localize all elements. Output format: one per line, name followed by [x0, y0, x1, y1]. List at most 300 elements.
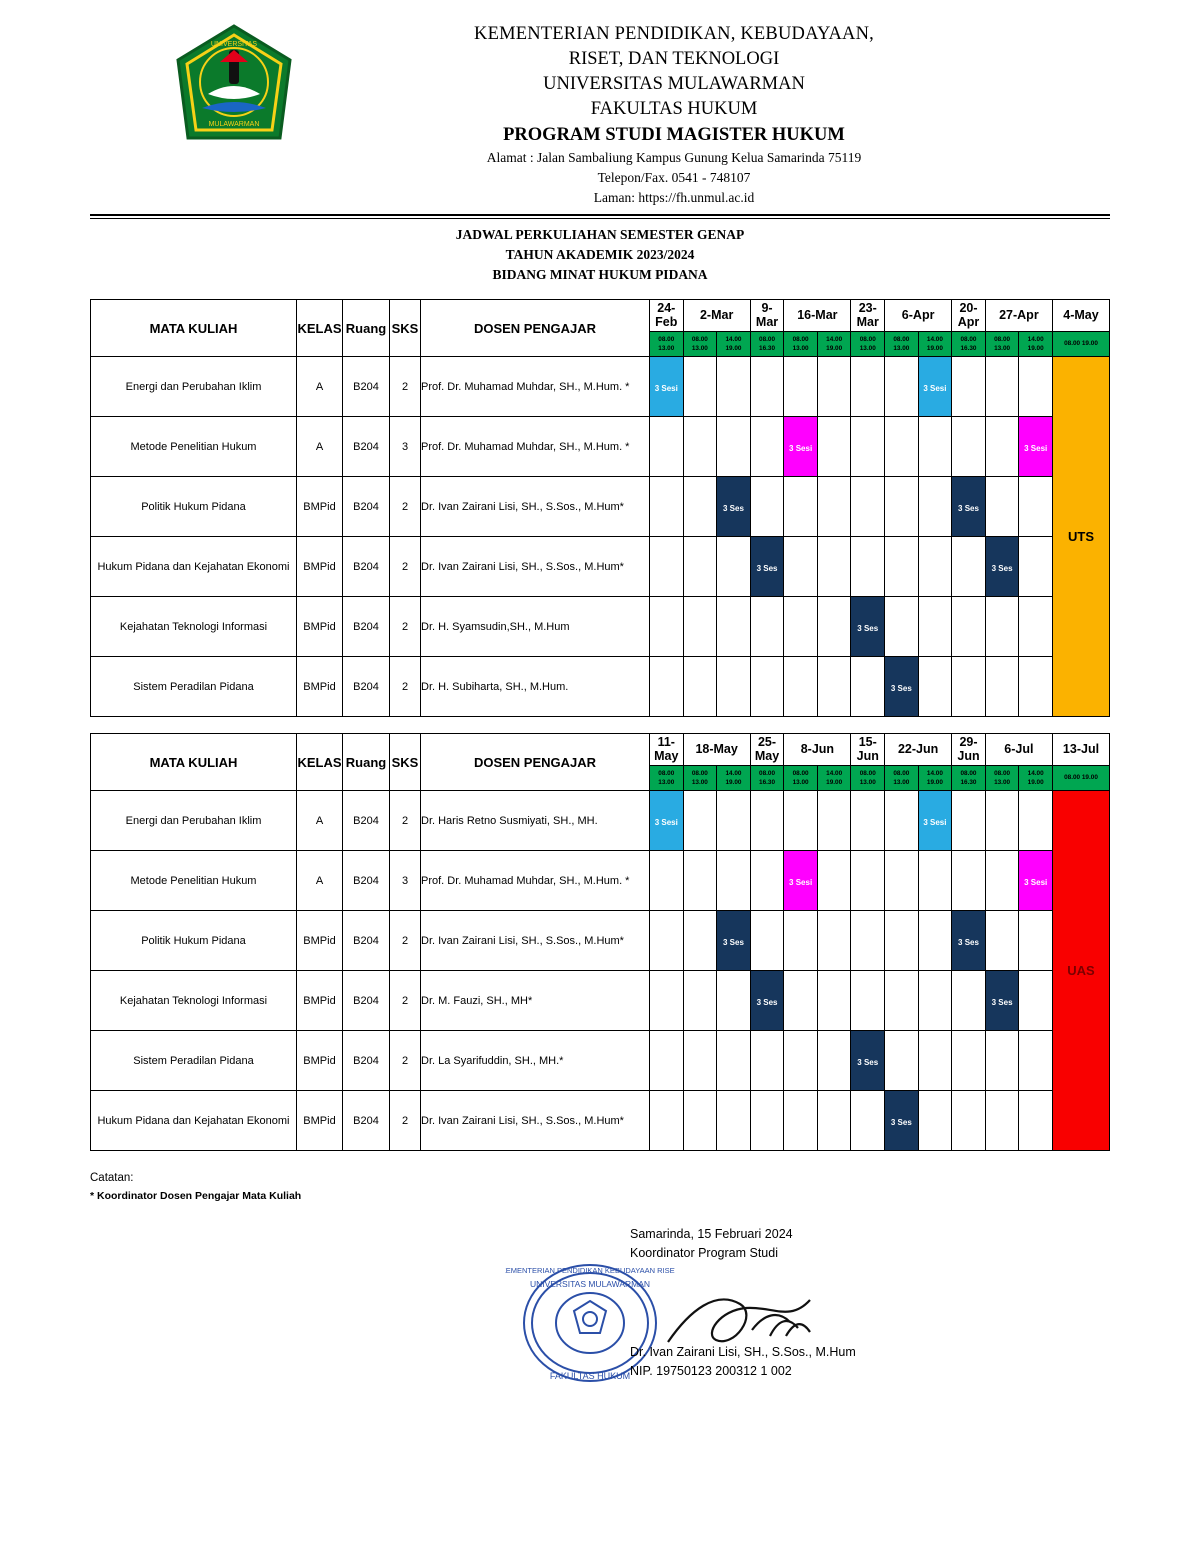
cell-ruang: B204 [343, 1031, 390, 1091]
col-header-ruang: Ruang [343, 300, 390, 357]
date-header: 23-Mar [851, 300, 885, 332]
time-header: 08.00 13.00 [784, 765, 818, 790]
empty-slot [1019, 537, 1053, 597]
cell-kelas: BMPid [297, 1031, 343, 1091]
cell-kelas: BMPid [297, 911, 343, 971]
session-block: 3 Sesi [784, 417, 818, 477]
empty-slot [918, 537, 952, 597]
empty-slot [717, 357, 751, 417]
empty-slot [851, 657, 885, 717]
cell-dosen: Dr. Ivan Zairani Lisi, SH., S.Sos., M.Hum* [421, 911, 650, 971]
session-block: 3 Sesi [918, 791, 952, 851]
empty-slot [985, 1091, 1019, 1151]
session-block: 3 Ses [885, 1091, 919, 1151]
cell-kelas: A [297, 791, 343, 851]
empty-slot [918, 911, 952, 971]
table-row [91, 791, 1110, 851]
cell-ruang: B204 [343, 597, 390, 657]
cell-mata-kuliah: Sistem Peradilan Pidana [91, 1031, 297, 1091]
cell-sks: 2 [390, 1031, 421, 1091]
cell-kelas: BMPid [297, 657, 343, 717]
cell-kelas: BMPid [297, 477, 343, 537]
table-header-row-dates [91, 734, 1110, 766]
cell-sks: 2 [390, 357, 421, 417]
time-header: 08.00 13.00 [784, 331, 818, 356]
ministry-line-1: KEMENTERIAN PENDIDIKAN, KEBUDAYAAN, [474, 24, 874, 44]
empty-slot [683, 911, 717, 971]
empty-slot [918, 1091, 952, 1151]
col-header-dosen: DOSEN PENGAJAR [421, 300, 650, 357]
empty-slot [918, 1031, 952, 1091]
empty-slot [985, 477, 1019, 537]
notes-block [90, 1169, 1200, 1205]
cell-dosen: Dr. H. Subiharta, SH., M.Hum. [421, 657, 650, 717]
empty-slot [817, 971, 851, 1031]
time-header: 08.00 13.00 [885, 331, 919, 356]
date-header-exam: 13-Jul [1053, 734, 1110, 766]
col-header-mata-kuliah: MATA KULIAH [91, 300, 297, 357]
empty-slot [650, 417, 684, 477]
empty-slot [750, 851, 784, 911]
time-header: 08.00 13.00 [985, 331, 1019, 356]
session-block: 3 Ses [851, 597, 885, 657]
session-block: 3 Ses [952, 477, 986, 537]
empty-slot [851, 911, 885, 971]
table-header-row-dates [91, 300, 1110, 332]
empty-slot [650, 851, 684, 911]
empty-slot [650, 597, 684, 657]
empty-slot [817, 477, 851, 537]
date-header: 16-Mar [784, 300, 851, 332]
empty-slot [784, 1031, 818, 1091]
col-header-sks: SKS [390, 300, 421, 357]
cell-mata-kuliah: Metode Penelitian Hukum [91, 417, 297, 477]
empty-slot [683, 357, 717, 417]
faculty-name: FAKULTAS HUKUM [590, 99, 758, 119]
col-header-sks: SKS [390, 734, 421, 791]
cell-sks: 2 [390, 477, 421, 537]
empty-slot [1019, 657, 1053, 717]
empty-slot [784, 911, 818, 971]
notes-label: Catatan: [90, 1172, 134, 1184]
document-subtitle [0, 225, 1200, 285]
cell-ruang: B204 [343, 851, 390, 911]
empty-slot [784, 477, 818, 537]
time-header: 08.00 13.00 [851, 331, 885, 356]
cell-sks: 2 [390, 1091, 421, 1151]
cell-mata-kuliah: Metode Penelitian Hukum [91, 851, 297, 911]
exam-period-block: UTS [1053, 357, 1110, 717]
date-header: 6-Apr [885, 300, 952, 332]
col-header-kelas: KELAS [297, 300, 343, 357]
empty-slot [650, 537, 684, 597]
svg-text:KEMENTERIAN PENDIDIKAN KEBUDAY: KEMENTERIAN PENDIDIKAN KEBUDAYAAN RISET [505, 1266, 675, 1275]
empty-slot [885, 417, 919, 477]
empty-slot [650, 1031, 684, 1091]
session-block: 3 Sesi [784, 851, 818, 911]
address-line: Alamat : Jalan Sambaliung Kampus Gunung Kelua Samarinda 75119 [486, 150, 862, 165]
empty-slot [851, 417, 885, 477]
empty-slot [885, 597, 919, 657]
signature-place-date: Samarinda, 15 Februari 2024 [630, 1227, 793, 1241]
subtitle-line-1: JADWAL PERKULIAHAN SEMESTER GENAP [455, 227, 745, 242]
cell-kelas: BMPid [297, 1091, 343, 1151]
table-row [91, 1031, 1110, 1091]
session-block: 3 Ses [985, 537, 1019, 597]
cell-mata-kuliah: Kejahatan Teknologi Informasi [91, 971, 297, 1031]
cell-dosen: Dr. Ivan Zairani Lisi, SH., S.Sos., M.Hum* [421, 537, 650, 597]
signature-block [0, 1215, 1200, 1435]
svg-text:UNIVERSITAS MULAWARMAN: UNIVERSITAS MULAWARMAN [529, 1279, 651, 1289]
date-header: 8-Jun [784, 734, 851, 766]
empty-slot [683, 477, 717, 537]
table-row [91, 417, 1110, 477]
empty-slot [985, 417, 1019, 477]
empty-slot [952, 537, 986, 597]
signer-name: Dr. Ivan Zairani Lisi, SH., S.Sos., M.Hum [630, 1345, 856, 1359]
cell-dosen: Prof. Dr. Muhamad Muhdar, SH., M.Hum. * [421, 357, 650, 417]
date-header: 20-Apr [952, 300, 986, 332]
university-logo-icon [168, 22, 300, 154]
empty-slot [717, 657, 751, 717]
cell-ruang: B204 [343, 971, 390, 1031]
date-header: 6-Jul [985, 734, 1052, 766]
empty-slot [851, 357, 885, 417]
cell-ruang: B204 [343, 1091, 390, 1151]
table-row [91, 971, 1110, 1031]
empty-slot [817, 537, 851, 597]
empty-slot [650, 971, 684, 1031]
cell-kelas: BMPid [297, 537, 343, 597]
date-header: 25-May [750, 734, 784, 766]
letterhead-text [318, 22, 1200, 208]
svg-text:MULAWARMAN: MULAWARMAN [208, 121, 260, 128]
empty-slot [717, 851, 751, 911]
empty-slot [784, 657, 818, 717]
date-header: 22-Jun [885, 734, 952, 766]
session-block: 3 Ses [717, 477, 751, 537]
empty-slot [817, 1091, 851, 1151]
empty-slot [885, 911, 919, 971]
schedule-table-second-half [90, 733, 1110, 1151]
cell-sks: 2 [390, 791, 421, 851]
time-header-exam: 08.00 19.00 [1053, 765, 1110, 790]
header-divider-thick [90, 214, 1110, 216]
empty-slot [683, 417, 717, 477]
cell-kelas: BMPid [297, 597, 343, 657]
cell-kelas: A [297, 357, 343, 417]
empty-slot [817, 791, 851, 851]
empty-slot [1019, 357, 1053, 417]
time-header: 08.00 13.00 [885, 765, 919, 790]
cell-mata-kuliah: Politik Hukum Pidana [91, 477, 297, 537]
empty-slot [683, 537, 717, 597]
empty-slot [750, 597, 784, 657]
empty-slot [683, 657, 717, 717]
cell-mata-kuliah: Hukum Pidana dan Kejahatan Ekonomi [91, 537, 297, 597]
empty-slot [952, 851, 986, 911]
date-header: 29-Jun [952, 734, 986, 766]
university-name: UNIVERSITAS MULAWARMAN [543, 74, 805, 94]
empty-slot [683, 791, 717, 851]
session-block: 3 Sesi [650, 357, 684, 417]
cell-ruang: B204 [343, 911, 390, 971]
time-header: 14.00 19.00 [817, 765, 851, 790]
empty-slot [851, 1091, 885, 1151]
col-header-ruang: Ruang [343, 734, 390, 791]
session-block: 3 Ses [750, 537, 784, 597]
header-divider-thin [90, 218, 1110, 219]
empty-slot [885, 1031, 919, 1091]
time-header: 14.00 19.00 [717, 765, 751, 790]
empty-slot [717, 1031, 751, 1091]
signer-nip: NIP. 19750123 200312 1 002 [630, 1364, 792, 1378]
empty-slot [918, 851, 952, 911]
empty-slot [784, 971, 818, 1031]
website-line: Laman: https://fh.unmul.ac.id [593, 190, 755, 205]
table-row [91, 357, 1110, 417]
cell-ruang: B204 [343, 417, 390, 477]
empty-slot [851, 791, 885, 851]
date-header: 15-Jun [851, 734, 885, 766]
empty-slot [750, 417, 784, 477]
empty-slot [885, 971, 919, 1031]
session-block: 3 Ses [985, 971, 1019, 1031]
empty-slot [952, 597, 986, 657]
empty-slot [784, 597, 818, 657]
notes-text: * Koordinator Dosen Pengajar Mata Kuliah [90, 1190, 302, 1202]
cell-dosen: Dr. Ivan Zairani Lisi, SH., S.Sos., M.Hum* [421, 1091, 650, 1151]
empty-slot [885, 357, 919, 417]
svg-text:FAKULTAS HUKUM: FAKULTAS HUKUM [549, 1371, 631, 1381]
cell-dosen: Dr. Haris Retno Susmiyati, SH., MH. [421, 791, 650, 851]
empty-slot [750, 1031, 784, 1091]
time-header: 08.00 16.30 [750, 331, 784, 356]
cell-ruang: B204 [343, 657, 390, 717]
col-header-kelas: KELAS [297, 734, 343, 791]
date-header: 18-May [683, 734, 750, 766]
cell-sks: 3 [390, 851, 421, 911]
cell-sks: 2 [390, 537, 421, 597]
cell-sks: 3 [390, 417, 421, 477]
empty-slot [817, 911, 851, 971]
empty-slot [784, 1091, 818, 1151]
empty-slot [952, 417, 986, 477]
cell-kelas: A [297, 417, 343, 477]
empty-slot [683, 597, 717, 657]
signature-role: Koordinator Program Studi [630, 1246, 778, 1260]
empty-slot [952, 657, 986, 717]
time-header: 08.00 13.00 [650, 765, 684, 790]
time-header: 08.00 13.00 [650, 331, 684, 356]
table-row [91, 1091, 1110, 1151]
cell-mata-kuliah: Energi dan Perubahan Iklim [91, 791, 297, 851]
table-row [91, 911, 1110, 971]
cell-ruang: B204 [343, 791, 390, 851]
col-header-mata-kuliah: MATA KULIAH [91, 734, 297, 791]
empty-slot [683, 1031, 717, 1091]
session-block: 3 Ses [717, 911, 751, 971]
cell-dosen: Dr. M. Fauzi, SH., MH* [421, 971, 650, 1031]
empty-slot [717, 1091, 751, 1151]
empty-slot [1019, 1031, 1053, 1091]
empty-slot [885, 851, 919, 911]
svg-text:UNIVERSITAS: UNIVERSITAS [210, 41, 258, 48]
empty-slot [918, 597, 952, 657]
empty-slot [817, 851, 851, 911]
date-header-exam: 4-May [1053, 300, 1110, 332]
time-header: 14.00 19.00 [1019, 765, 1053, 790]
time-header: 14.00 19.00 [817, 331, 851, 356]
empty-slot [918, 477, 952, 537]
empty-slot [817, 357, 851, 417]
empty-slot [1019, 597, 1053, 657]
empty-slot [952, 1031, 986, 1091]
cell-mata-kuliah: Energi dan Perubahan Iklim [91, 357, 297, 417]
empty-slot [918, 657, 952, 717]
empty-slot [750, 357, 784, 417]
cell-dosen: Dr. Ivan Zairani Lisi, SH., S.Sos., M.Hum* [421, 477, 650, 537]
cell-sks: 2 [390, 657, 421, 717]
cell-dosen: Dr. H. Syamsudin,SH., M.Hum [421, 597, 650, 657]
cell-dosen: Prof. Dr. Muhamad Muhdar, SH., M.Hum. * [421, 417, 650, 477]
cell-kelas: BMPid [297, 971, 343, 1031]
empty-slot [750, 477, 784, 537]
table-row [91, 477, 1110, 537]
empty-slot [1019, 477, 1053, 537]
empty-slot [952, 971, 986, 1031]
empty-slot [985, 911, 1019, 971]
session-block: 3 Sesi [1019, 851, 1053, 911]
time-header: 14.00 19.00 [717, 331, 751, 356]
cell-sks: 2 [390, 971, 421, 1031]
empty-slot [851, 851, 885, 911]
empty-slot [952, 1091, 986, 1151]
empty-slot [683, 851, 717, 911]
ministry-line-2: RISET, DAN TEKNOLOGI [568, 49, 780, 69]
empty-slot [817, 597, 851, 657]
empty-slot [750, 1091, 784, 1151]
table-row [91, 851, 1110, 911]
empty-slot [683, 971, 717, 1031]
session-block: 3 Sesi [918, 357, 952, 417]
time-header: 08.00 16.30 [952, 765, 986, 790]
cell-ruang: B204 [343, 357, 390, 417]
schedule-table-1-wrapper [90, 299, 1110, 717]
session-block: 3 Ses [885, 657, 919, 717]
exam-period-block: UAS [1053, 791, 1110, 1151]
table-row [91, 537, 1110, 597]
schedule-table-2-wrapper [90, 733, 1110, 1151]
session-block: 3 Ses [851, 1031, 885, 1091]
empty-slot [851, 537, 885, 597]
signer-details [630, 1343, 856, 1381]
cell-dosen: Prof. Dr. Muhamad Muhdar, SH., M.Hum. * [421, 851, 650, 911]
session-block: 3 Ses [750, 971, 784, 1031]
time-header: 08.00 13.00 [683, 331, 717, 356]
empty-slot [784, 537, 818, 597]
empty-slot [1019, 1091, 1053, 1151]
time-header-exam: 08.00 19.00 [1053, 331, 1110, 356]
cell-ruang: B204 [343, 537, 390, 597]
empty-slot [817, 417, 851, 477]
cell-mata-kuliah: Politik Hukum Pidana [91, 911, 297, 971]
phone-line: Telepon/Fax. 0541 - 748107 [597, 170, 751, 185]
empty-slot [650, 657, 684, 717]
empty-slot [650, 1091, 684, 1151]
date-header: 2-Mar [683, 300, 750, 332]
empty-slot [985, 597, 1019, 657]
time-header: 08.00 16.30 [750, 765, 784, 790]
empty-slot [952, 791, 986, 851]
time-header: 14.00 19.00 [918, 765, 952, 790]
session-block: 3 Sesi [1019, 417, 1053, 477]
cell-sks: 2 [390, 597, 421, 657]
date-header: 11-May [650, 734, 684, 766]
empty-slot [885, 791, 919, 851]
empty-slot [918, 417, 952, 477]
empty-slot [851, 477, 885, 537]
cell-mata-kuliah: Sistem Peradilan Pidana [91, 657, 297, 717]
time-header: 08.00 13.00 [851, 765, 885, 790]
cell-dosen: Dr. La Syarifuddin, SH., MH.* [421, 1031, 650, 1091]
empty-slot [918, 971, 952, 1031]
empty-slot [1019, 911, 1053, 971]
empty-slot [717, 971, 751, 1031]
table-row [91, 657, 1110, 717]
subtitle-line-3: BIDANG MINAT HUKUM PIDANA [492, 267, 708, 282]
empty-slot [817, 1031, 851, 1091]
date-header: 24-Feb [650, 300, 684, 332]
empty-slot [717, 791, 751, 851]
cell-kelas: A [297, 851, 343, 911]
subtitle-line-2: TAHUN AKADEMIK 2023/2024 [505, 247, 695, 262]
empty-slot [784, 791, 818, 851]
empty-slot [717, 417, 751, 477]
cell-mata-kuliah: Hukum Pidana dan Kejahatan Ekonomi [91, 1091, 297, 1151]
time-header: 08.00 16.30 [952, 331, 986, 356]
session-block: 3 Ses [952, 911, 986, 971]
letterhead [0, 0, 1200, 208]
empty-slot [750, 791, 784, 851]
schedule-table-first-half [90, 299, 1110, 717]
empty-slot [817, 657, 851, 717]
empty-slot [750, 657, 784, 717]
time-header: 08.00 13.00 [985, 765, 1019, 790]
time-header: 14.00 19.00 [1019, 331, 1053, 356]
empty-slot [985, 1031, 1019, 1091]
cell-sks: 2 [390, 911, 421, 971]
empty-slot [1019, 971, 1053, 1031]
empty-slot [985, 851, 1019, 911]
table-row [91, 597, 1110, 657]
col-header-dosen: DOSEN PENGAJAR [421, 734, 650, 791]
empty-slot [885, 537, 919, 597]
date-header: 9-Mar [750, 300, 784, 332]
empty-slot [650, 477, 684, 537]
empty-slot [717, 597, 751, 657]
empty-slot [985, 657, 1019, 717]
empty-slot [717, 537, 751, 597]
program-name: PROGRAM STUDI MAGISTER HUKUM [503, 125, 845, 145]
cell-mata-kuliah: Kejahatan Teknologi Informasi [91, 597, 297, 657]
empty-slot [985, 357, 1019, 417]
date-header: 27-Apr [985, 300, 1052, 332]
empty-slot [851, 971, 885, 1031]
empty-slot [985, 791, 1019, 851]
empty-slot [750, 911, 784, 971]
empty-slot [885, 477, 919, 537]
